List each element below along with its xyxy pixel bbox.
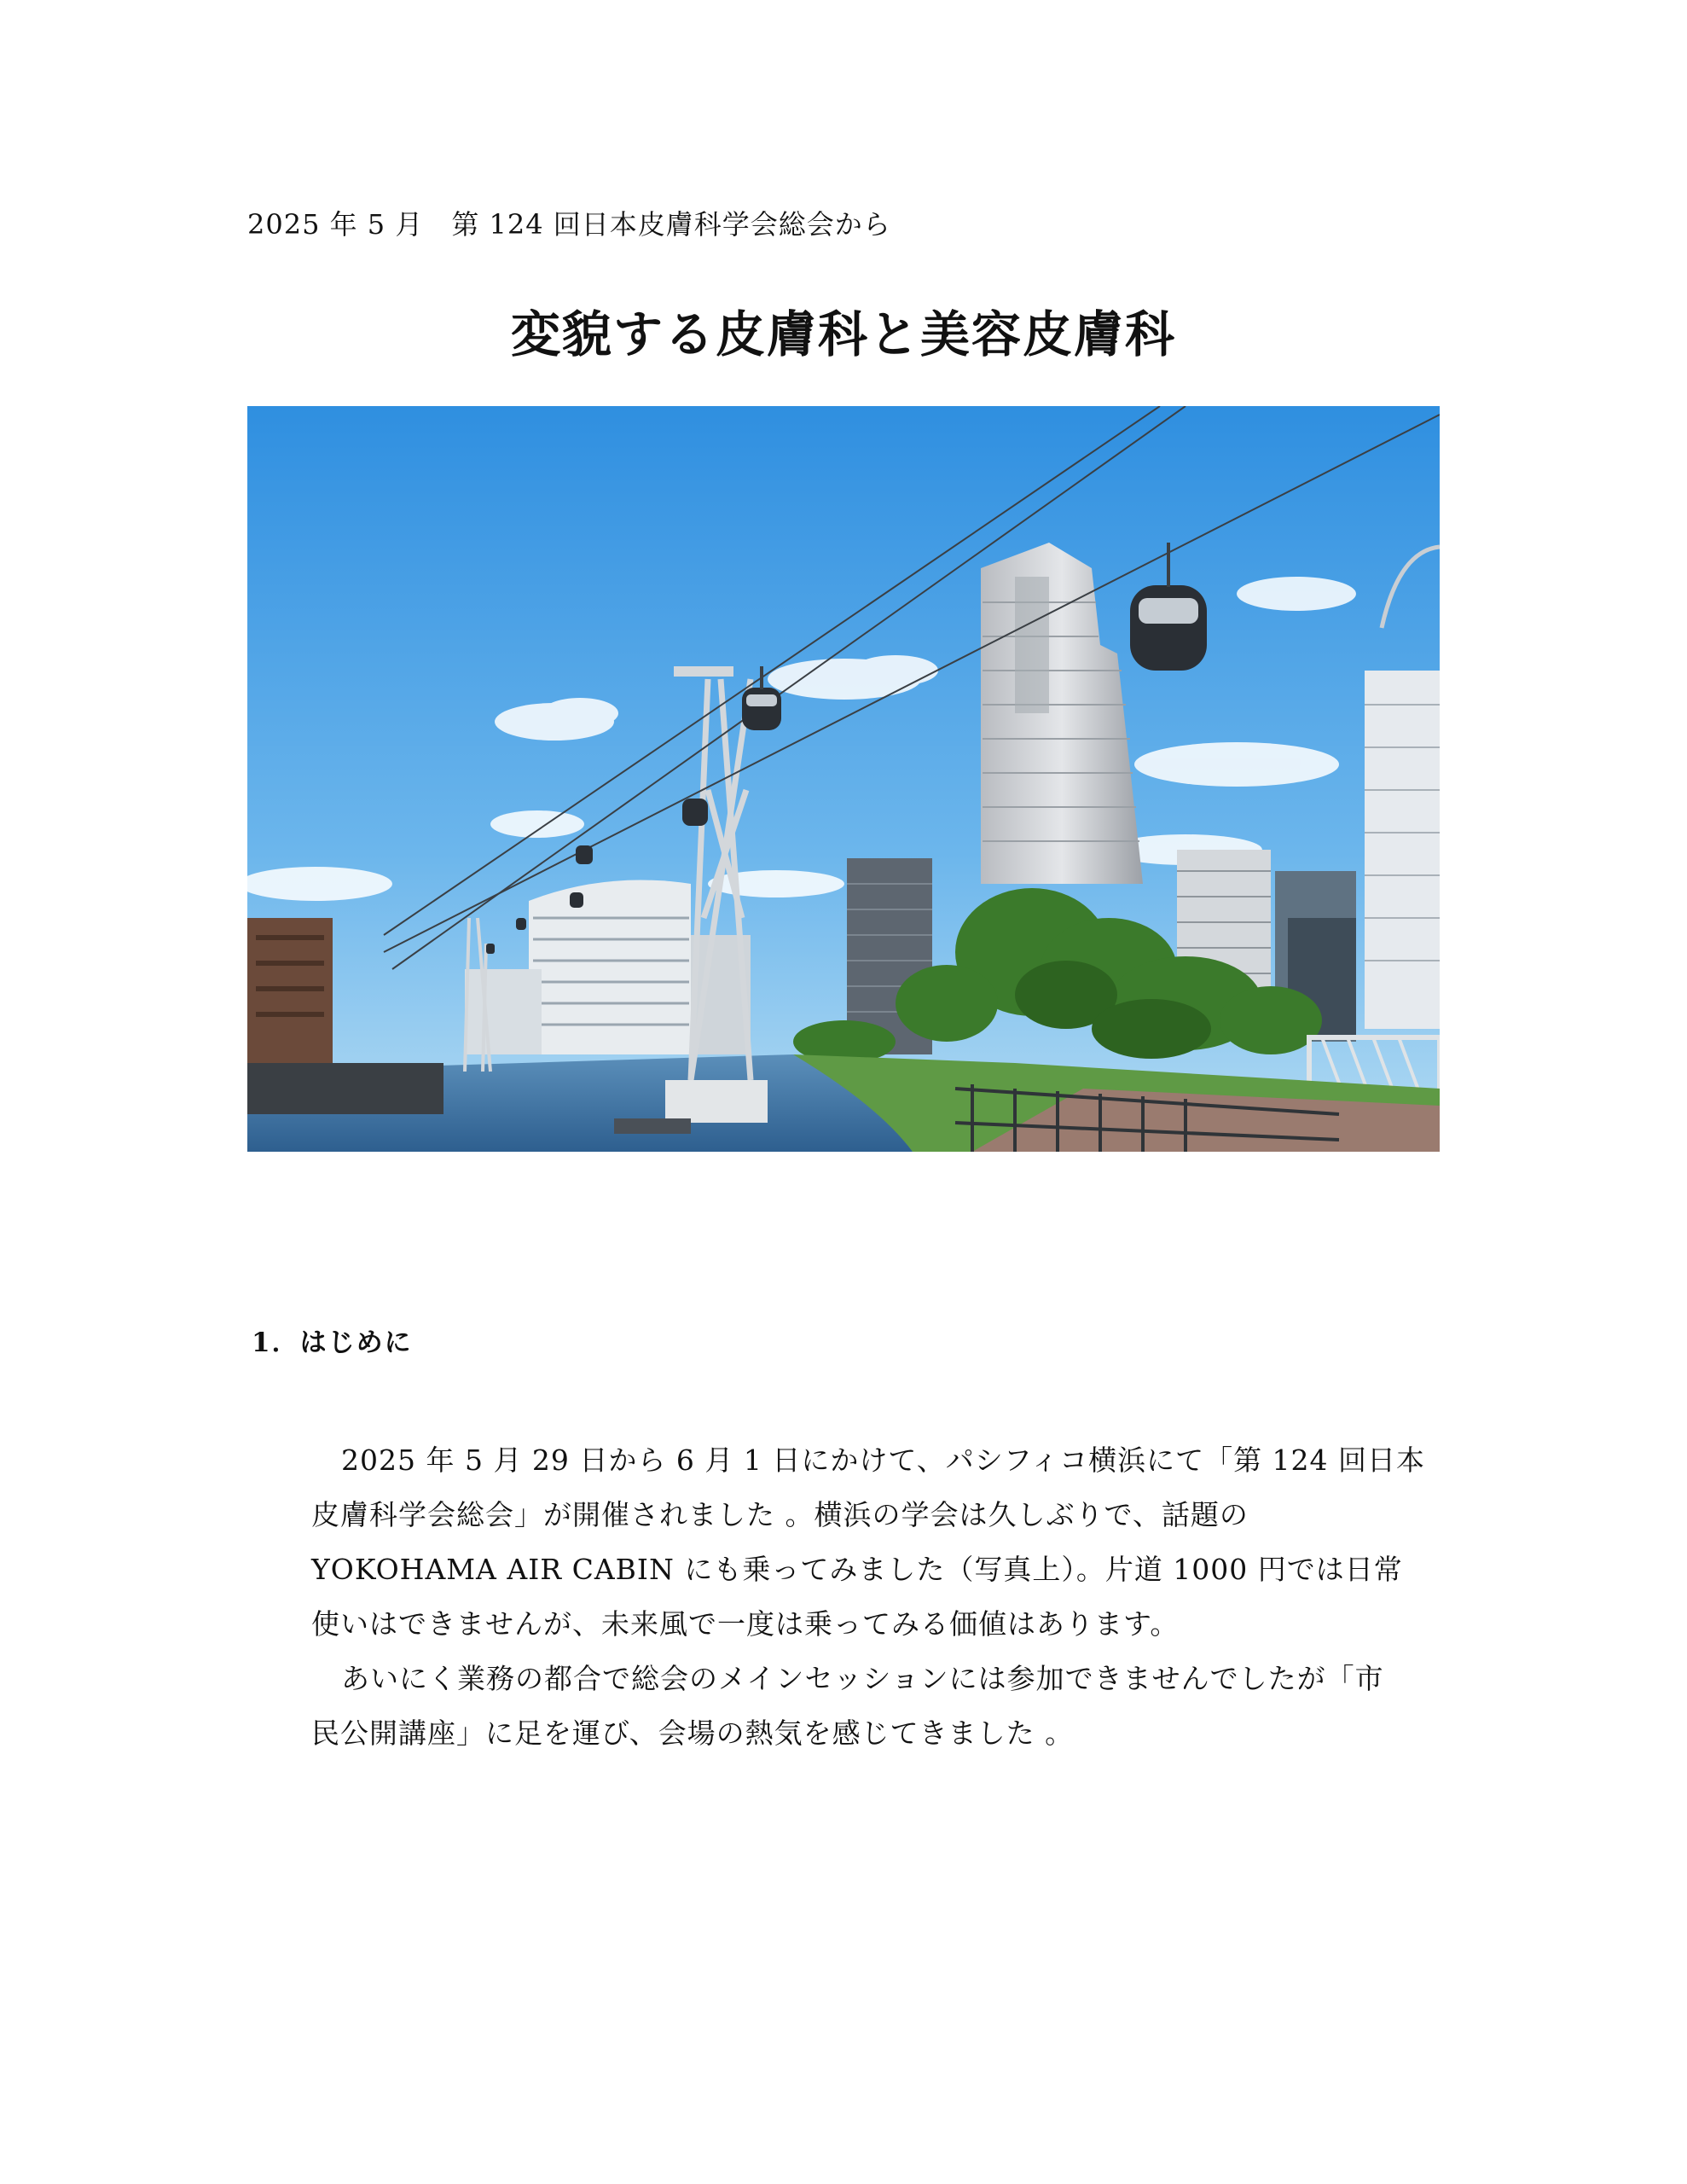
paragraph-1 — [311, 1433, 1437, 1652]
page-title: 変貌する皮膚科と美容皮膚科 — [510, 305, 1176, 363]
paragraph-line: 民公開講座」に足を運び、会場の熱気を感じてきました 。 — [311, 1716, 1075, 1750]
section-heading: 1．はじめに — [252, 1327, 413, 1358]
paragraph-line: あいにく業務の都合で総会のメインセッションには参加できませんでしたが「市 — [341, 1662, 1384, 1695]
date-line: 2025 年 5 月 第 124 回日本皮膚科学会総会から — [247, 208, 891, 241]
body-text — [311, 1433, 1437, 1761]
paragraph-2 — [311, 1652, 1437, 1761]
yokohama-air-cabin-photo — [247, 406, 1440, 1152]
paragraph-line: 使いはできませんが、未来風で一度は乗ってみる価値はあります。 — [311, 1607, 1180, 1641]
paragraph-line: 皮膚科学会総会」が開催されました 。横浜の学会は久しぶりで、話題の — [311, 1498, 1249, 1531]
paragraph-line: YOKOHAMA AIR CABIN にも乗ってみました（写真上）。片道 1000 円では日常 — [311, 1553, 1403, 1586]
paragraph-line: 2025 年 5 月 29 日から 6 月 1 日にかけて、パシフィコ横浜にて「第 124 回日本 — [341, 1443, 1426, 1477]
